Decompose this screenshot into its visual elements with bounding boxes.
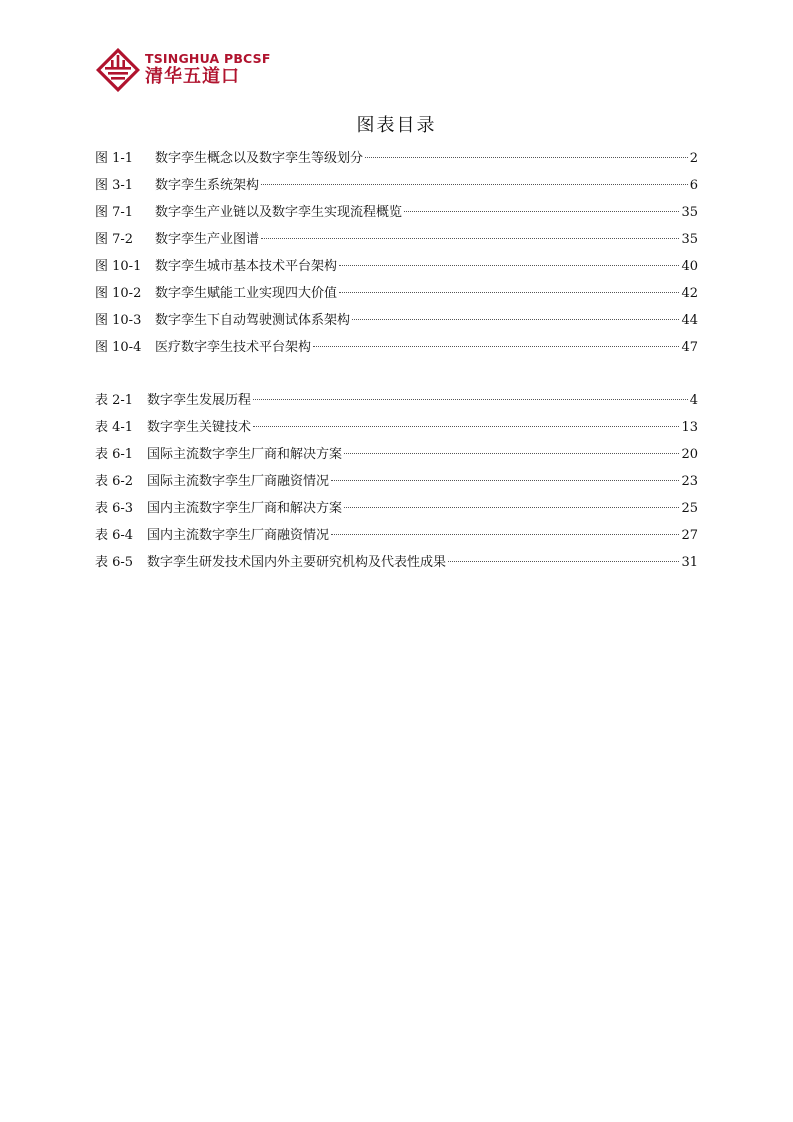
entry-label: 表 4-1 xyxy=(95,420,134,435)
entry-page-number: 20 xyxy=(681,447,698,462)
entry-label: 图 10-3 xyxy=(95,313,142,328)
entry-title: 数字孪生关键技术 xyxy=(147,420,252,435)
entry-page-number: 44 xyxy=(681,313,698,328)
table-entry[interactable] xyxy=(95,552,698,579)
entry-label: 图 7-2 xyxy=(95,232,134,247)
dot-leader xyxy=(352,319,679,320)
entry-label: 图 7-1 xyxy=(95,205,134,220)
entry-title: 国际主流数字孪生厂商融资情况 xyxy=(147,474,330,489)
entry-title: 国内主流数字孪生厂商和解决方案 xyxy=(147,501,343,516)
figure-entry[interactable] xyxy=(95,175,698,202)
entry-label: 表 6-1 xyxy=(95,447,134,462)
page-title: 图表目录 xyxy=(356,115,437,136)
entry-page-number: 35 xyxy=(681,232,698,247)
figure-entry[interactable] xyxy=(95,229,698,256)
table-entry[interactable] xyxy=(95,417,698,444)
dot-leader xyxy=(339,265,679,266)
entry-title: 数字孪生系统架构 xyxy=(155,178,260,193)
dot-leader xyxy=(344,507,679,508)
entry-page-number: 31 xyxy=(681,555,698,570)
entry-page-number: 13 xyxy=(681,420,698,435)
logo xyxy=(96,46,271,94)
entry-title: 数字孪生概念以及数字孪生等级划分 xyxy=(155,151,364,166)
entry-label: 图 1-1 xyxy=(95,151,134,166)
table-list xyxy=(95,390,698,579)
entry-page-number: 47 xyxy=(681,340,698,355)
figure-entry[interactable] xyxy=(95,337,698,364)
entry-page-number: 6 xyxy=(689,178,698,193)
entry-page-number: 27 xyxy=(681,528,698,543)
table-entry[interactable] xyxy=(95,390,698,417)
dot-leader xyxy=(331,534,679,535)
entry-label: 表 6-5 xyxy=(95,555,134,570)
logo-english: TSINGHUA PBCSF xyxy=(145,51,271,66)
entry-label: 表 6-4 xyxy=(95,528,134,543)
dot-leader xyxy=(253,426,679,427)
entry-title: 医疗数字孪生技术平台架构 xyxy=(155,340,312,355)
figure-entry[interactable] xyxy=(95,148,698,175)
dot-leader xyxy=(404,211,679,212)
entry-title: 数字孪生产业图谱 xyxy=(155,232,260,247)
logo-text xyxy=(145,52,271,88)
dot-leader xyxy=(331,480,679,481)
entry-page-number: 42 xyxy=(681,286,698,301)
dot-leader xyxy=(344,453,679,454)
dot-leader xyxy=(261,184,688,185)
entry-title: 国际主流数字孪生厂商和解决方案 xyxy=(147,447,343,462)
entry-title: 国内主流数字孪生厂商融资情况 xyxy=(147,528,330,543)
figure-entry[interactable] xyxy=(95,283,698,310)
entry-page-number: 23 xyxy=(681,474,698,489)
table-entry[interactable] xyxy=(95,498,698,525)
entry-label: 表 6-3 xyxy=(95,501,134,516)
dot-leader xyxy=(313,346,679,347)
dot-leader xyxy=(365,157,688,158)
dot-leader xyxy=(339,292,679,293)
entry-page-number: 2 xyxy=(689,151,698,166)
entry-label: 图 10-1 xyxy=(95,259,142,274)
entry-label: 表 2-1 xyxy=(95,393,134,408)
entry-title: 数字孪生城市基本技术平台架构 xyxy=(155,259,338,274)
entry-title: 数字孪生下自动驾驶测试体系架构 xyxy=(155,313,351,328)
dot-leader xyxy=(448,561,679,562)
entry-title: 数字孪生产业链以及数字孪生实现流程概览 xyxy=(155,205,403,220)
figure-entry[interactable] xyxy=(95,202,698,229)
entry-page-number: 25 xyxy=(681,501,698,516)
entry-label: 表 6-2 xyxy=(95,474,134,489)
entry-page-number: 4 xyxy=(689,393,698,408)
table-entry[interactable] xyxy=(95,525,698,552)
entry-page-number: 40 xyxy=(681,259,698,274)
entry-page-number: 35 xyxy=(681,205,698,220)
entry-label: 图 3-1 xyxy=(95,178,134,193)
entry-title: 数字孪生赋能工业实现四大价值 xyxy=(155,286,338,301)
entry-label: 图 10-2 xyxy=(95,286,142,301)
table-entry[interactable] xyxy=(95,471,698,498)
entry-title: 数字孪生研发技术国内外主要研究机构及代表性成果 xyxy=(147,555,447,570)
logo-chinese: 清华五道口 xyxy=(145,66,240,87)
tsinghua-pbcsf-logo-icon xyxy=(96,48,140,92)
dot-leader xyxy=(253,399,688,400)
figure-entry[interactable] xyxy=(95,310,698,337)
figure-entry[interactable] xyxy=(95,256,698,283)
entry-label: 图 10-4 xyxy=(95,340,142,355)
table-entry[interactable] xyxy=(95,444,698,471)
dot-leader xyxy=(261,238,679,239)
entry-title: 数字孪生发展历程 xyxy=(147,393,252,408)
figure-list xyxy=(95,148,698,364)
